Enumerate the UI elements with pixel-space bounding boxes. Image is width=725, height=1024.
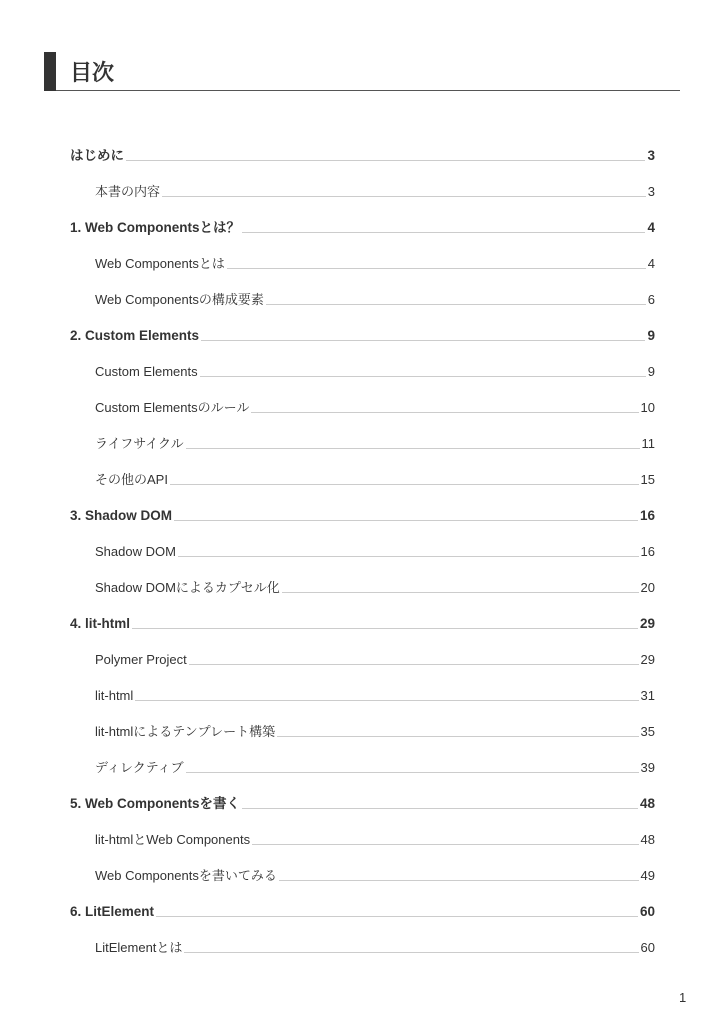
entry-label: Web Componentsの構成要素: [95, 292, 264, 307]
entry-label: ライフサイクル: [95, 436, 184, 451]
entry-label: 2. Custom Elements: [70, 328, 200, 343]
entry-label: その他のAPI: [95, 472, 168, 487]
toc-chapter-entry[interactable]: [70, 776, 655, 812]
entry-page: 3: [647, 184, 655, 199]
leader-line: [227, 268, 646, 269]
entry-page: 16: [639, 508, 655, 523]
leader-line: [126, 160, 645, 161]
toc-section-entry[interactable]: [70, 848, 655, 884]
entry-page: 4: [647, 220, 655, 235]
entry-page: 48: [639, 796, 655, 811]
entry-label: lit-htmlによるテンプレート構築: [95, 724, 276, 739]
entry-label: Shadow DOMによるカプセル化: [95, 580, 280, 595]
entry-label: Web Componentsとは: [95, 256, 225, 271]
entry-page: 49: [640, 868, 655, 883]
toc-chapter-entry[interactable]: [70, 884, 655, 920]
toc-chapter-entry[interactable]: [70, 146, 655, 164]
leader-line: [201, 340, 645, 341]
entry-label: 4. lit-html: [70, 616, 130, 631]
entry-label: ディレクティブ: [95, 760, 184, 775]
toc-section-entry[interactable]: [70, 812, 655, 848]
entry-label: 6. LitElement: [70, 904, 155, 919]
toc-section-entry[interactable]: [70, 452, 655, 488]
entry-page: 3: [647, 148, 655, 163]
leader-line: [162, 196, 646, 197]
entry-page: 15: [640, 472, 655, 487]
entry-page: 9: [647, 364, 655, 379]
leader-line: [178, 556, 639, 557]
entry-label: Shadow DOM: [95, 544, 176, 559]
toc-section-entry[interactable]: [70, 236, 655, 272]
entry-page: 16: [640, 544, 655, 559]
toc-section-entry[interactable]: [70, 272, 655, 308]
toc-section-entry[interactable]: [70, 704, 655, 740]
leader-line: [279, 880, 639, 881]
leader-line: [242, 232, 645, 233]
toc-section-entry[interactable]: [70, 164, 655, 200]
entry-page: 29: [640, 652, 655, 667]
toc-section-entry[interactable]: [70, 380, 655, 416]
leader-line: [251, 412, 638, 413]
entry-label: Polymer Project: [95, 652, 187, 667]
leader-line: [186, 448, 640, 449]
toc-section-entry[interactable]: [70, 416, 655, 452]
toc-chapter-entry[interactable]: [70, 308, 655, 344]
leader-line: [282, 592, 639, 593]
entry-page: 35: [640, 724, 655, 739]
leader-line: [252, 844, 638, 845]
entry-page: 60: [639, 904, 655, 919]
entry-label: Custom Elements: [95, 364, 198, 379]
toc-chapter-entry[interactable]: [70, 488, 655, 524]
entry-label: lit-html: [95, 688, 134, 703]
leader-line: [186, 772, 639, 773]
entry-label: 5. Web Componentsを書く: [70, 796, 241, 811]
leader-line: [135, 700, 638, 701]
leader-line: [132, 628, 638, 629]
leader-line: [266, 304, 646, 305]
entry-page: 20: [640, 580, 655, 595]
toc-section-entry[interactable]: [70, 632, 655, 668]
entry-label: 3. Shadow DOM: [70, 508, 173, 523]
entry-label: LitElementとは: [95, 940, 183, 955]
entry-page: 6: [647, 292, 655, 307]
entry-label: はじめに: [70, 148, 124, 163]
entry-label: Custom Elementsのルール: [95, 400, 250, 415]
entry-page: 31: [640, 688, 655, 703]
toc-section-entry[interactable]: [70, 560, 655, 596]
entry-page: 39: [640, 760, 655, 775]
table-of-contents: [70, 146, 655, 956]
entry-page: 4: [647, 256, 655, 271]
leader-line: [189, 664, 639, 665]
entry-label: 1. Web Componentsとは？: [70, 220, 241, 235]
entry-label: 本書の内容: [95, 184, 161, 199]
leader-line: [277, 736, 638, 737]
page-number: 1: [679, 990, 687, 1005]
entry-label: Web Componentsを書いてみる: [95, 868, 277, 883]
toc-section-entry[interactable]: [70, 668, 655, 704]
toc-header: [44, 52, 680, 91]
entry-page: 11: [641, 436, 655, 451]
entry-page: 48: [640, 832, 655, 847]
toc-section-entry[interactable]: [70, 740, 655, 776]
toc-chapter-entry[interactable]: [70, 200, 655, 236]
toc-chapter-entry[interactable]: [70, 596, 655, 632]
entry-page: 9: [647, 328, 655, 343]
entry-page: 29: [639, 616, 655, 631]
heading-bar: [44, 52, 56, 91]
leader-line: [174, 520, 638, 521]
leader-line: [200, 376, 646, 377]
toc-section-entry[interactable]: [70, 920, 655, 956]
page-title: 目次: [70, 60, 115, 85]
leader-line: [170, 484, 639, 485]
leader-line: [184, 952, 638, 953]
entry-page: 60: [640, 940, 655, 955]
toc-section-entry[interactable]: [70, 344, 655, 380]
entry-label: lit-htmlとWeb Components: [95, 832, 251, 847]
leader-line: [156, 916, 638, 917]
entry-page: 10: [640, 400, 655, 415]
leader-line: [242, 808, 638, 809]
toc-section-entry[interactable]: [70, 524, 655, 560]
